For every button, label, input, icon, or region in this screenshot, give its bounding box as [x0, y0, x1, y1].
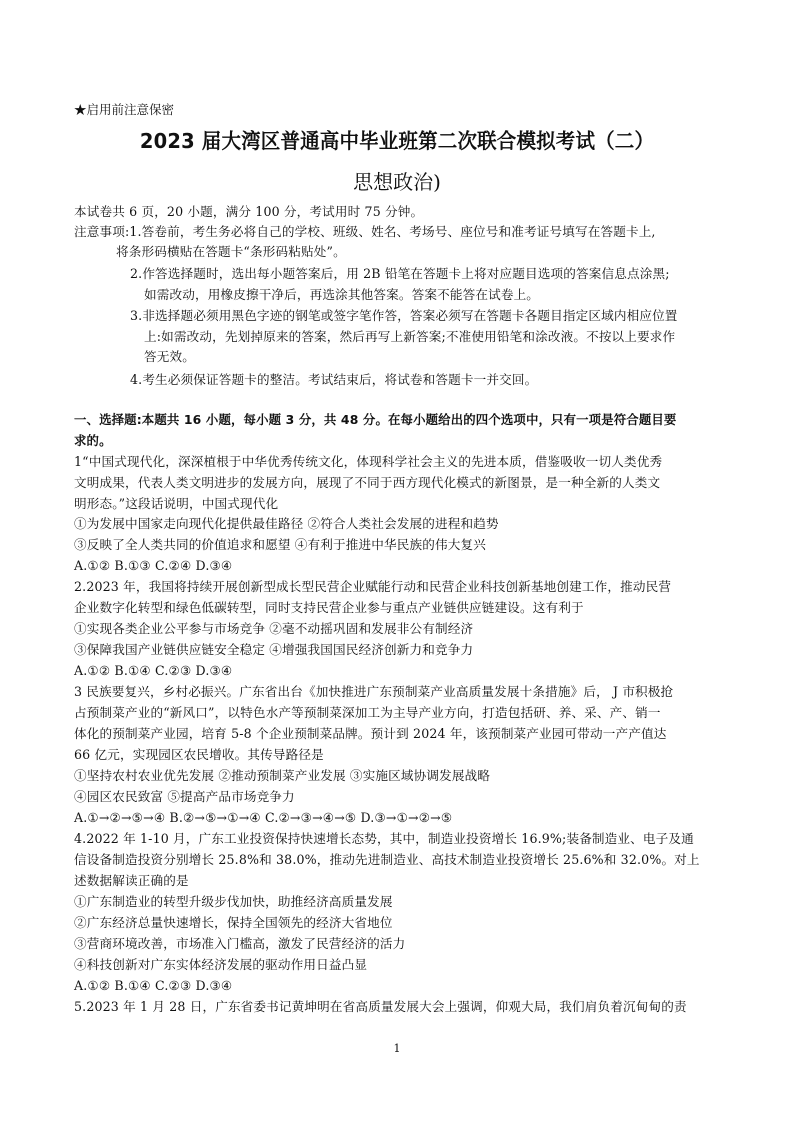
- question-line: 2.2023 年，我国将持续开展创新型成长型民营企业赋能行动和民营企业科技创新基地创建工作，推动民营: [74, 579, 672, 594]
- instruction-line: 2.作答选择题时，选出每小题答案后，用 2B 铅笔在答题卡上将对应题目选项的答案信息点涂黑;: [130, 266, 670, 281]
- question-options: ②广东经济总量快速增长，保持全国领先的经济大省地位: [74, 915, 393, 930]
- question-line: 4.2022 年 1-10 月，广东工业投资保持快速增长态势，其中，制造业投资增长 16.9%;装备制造业、电子及通: [74, 831, 694, 846]
- question-line: 文明成果，代表人类文明进步的发展方向，展现了不同于西方现代化模式的新图景，是一种全新的人类文: [74, 475, 661, 490]
- question-line: 述数据解读正确的是: [74, 873, 189, 888]
- question-line: 体化的预制菜产业园，培育 5-8 个企业预制菜品牌。预计到 2024 年，该预制菜产业园可带动一产产值达: [74, 726, 667, 741]
- section-heading-line: 一、选择题:本题共 16 小题，每小题 3 分，共 48 分。在每小题给出的四个选项中，只有一项是符合题目要: [74, 412, 677, 427]
- instructions-intro: 本试卷共 6 页，20 小题，满分 100 分，考试用时 75 分钟。: [74, 204, 424, 219]
- question-line: 66 亿元，实现园区农民增收。其传导路径是: [74, 747, 324, 762]
- instruction-line: 4.考生必须保证答题卡的整洁。考试结束后，将试卷和答题卡一并交回。: [130, 372, 538, 387]
- question-line: 1“中国式现代化，深深植根于中华优秀传统文化，体现科学社会主义的先进本质，借鉴吸收一切人类优秀: [74, 454, 663, 469]
- instruction-line: 如需改动，用橡皮擦干净后，再选涂其他答案。答案不能答在试卷上。: [144, 287, 540, 302]
- question-options: ③营商环境改善，市场准入门槛高，激发了民营经济的活力: [74, 936, 406, 951]
- question-line: 占预制菜产业的“新风口”，以特色水产等预制菜深加工为主导产业方向，打造包括研、养、采、产、销一: [74, 705, 661, 720]
- question-options: ④科技创新对广东实体经济发展的驱动作用日益凸显: [74, 957, 368, 972]
- question-line: 信设备制造投资分别增长 25.8%和 38.0%，推动先进制造业、高技术制造业投资增长 25.6%和 32.0%。对上: [74, 852, 700, 867]
- question-line: 5.2023 年 1 月 28 日，广东省委书记黄坤明在省高质量发展大会上强调，仰观大局，我们肩负着沉甸甸的责: [74, 999, 687, 1014]
- question-options: ①坚持农村农业优先发展 ②推动预制菜产业发展 ③实施区域协调发展战略: [74, 768, 491, 783]
- instruction-line: 答无效。: [144, 349, 195, 364]
- section-heading-line: 求的。: [74, 433, 112, 448]
- instruction-line: 3.非选择题必须用黑色字迹的钢笔或签字笔作答，答案必须写在答题卡各题目指定区域内相应位置: [130, 308, 678, 323]
- question-options: ①实现各类企业公平参与市场竞争 ②毫不动摇巩固和发展非公有制经济: [74, 621, 474, 636]
- answer-choices: A.①② B.①④ C.②③ D.③④: [74, 978, 233, 993]
- question-line: 3 民族要复兴，乡村必振兴。广东省出台《加快推进广东预制菜产业高质量发展十条措施》后， J 市积极抢: [74, 684, 674, 699]
- answer-choices: A.①② B.①③ C.②④ D.③④: [74, 558, 233, 573]
- answer-choices: A.①→②→⑤→④ B.②→⑤→①→④ C.②→③→④→⑤ D.③→①→②→⑤: [74, 810, 453, 825]
- subject-title: 思想政治): [353, 170, 441, 194]
- instruction-line: 将条形码横贴在答题卡“条形码粘贴处”。: [116, 244, 346, 259]
- question-options: ④园区农民致富 ⑤提高产品市场竞争力: [74, 789, 295, 804]
- question-options: ①广东制造业的转型升级步伐加快，助推经济高质量发展: [74, 894, 393, 909]
- question-options: ③保障我国产业链供应链安全稳定 ④增强我国国民经济创新力和竞争力: [74, 642, 474, 657]
- page-number: 1: [393, 1042, 401, 1055]
- question-line: 明形态。”这段话说明，中国式现代化: [74, 496, 279, 511]
- answer-choices: A.①② B.①④ C.②③ D.③④: [74, 663, 233, 678]
- question-options: ①为发展中国家走向现代化提供最佳路径 ②符合人类社会发展的进程和趋势: [74, 516, 499, 531]
- question-line: 企业数字化转型和绿色低碳转型，同时支持民营企业参与重点产业链供应链建设。这有利于: [74, 600, 584, 615]
- exam-title: 2023 届大湾区普通高中毕业班第二次联合模拟考试（二）: [139, 129, 655, 153]
- instruction-line: 上:如需改动，先划掉原来的答案，然后再写上新答案;不准使用铅笔和涂改液。不按以上要求作: [144, 329, 676, 344]
- question-options: ③反映了全人类共同的价值追求和愿望 ④有利于推进中华民族的伟大复兴: [74, 537, 486, 552]
- confidential-mark: ★启用前注意保密: [74, 102, 175, 117]
- instruction-line: 注意事项:1.答卷前，考生务必将自己的学校、班级、姓名、考场号、座位号和准考证号填写在答题卡上,: [74, 224, 656, 239]
